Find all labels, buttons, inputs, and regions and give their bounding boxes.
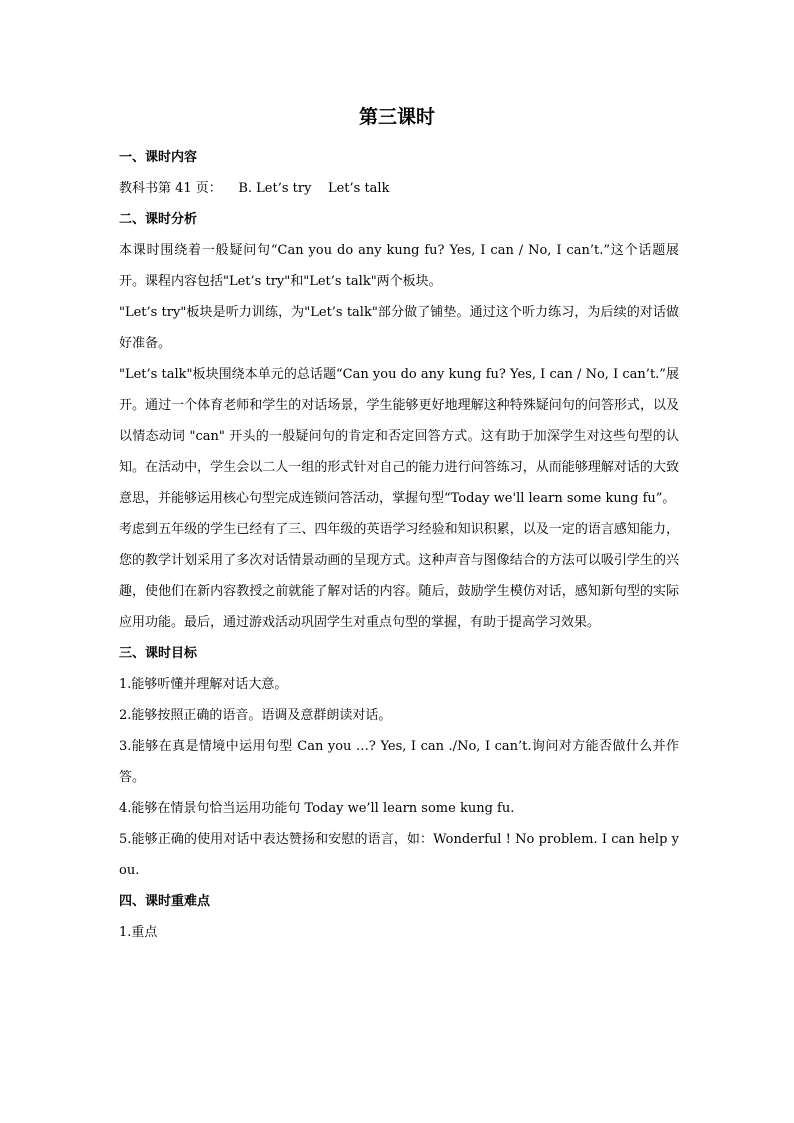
section-heading-analysis: 二、课时分析 (119, 212, 198, 227)
analysis-paragraph-1: 本课时围绕着一般疑问句“Can you do any kung fu? Yes, I can / No, I can’t.”这个话题展开。课程内容包括"Let’s try"和"Let’s talk"两个板块。 (119, 243, 679, 289)
analysis-paragraph-3: "Let’s talk"板块围绕本单元的总话题“Can you do any kung fu? Yes, I can / No, I can’t.”展开。通过一个体育老师和学生的对话场景，学生能够更好地理解这种特殊疑问句的问答形式，以及以情态动词 "can" 开头的一般疑问句的肯定和否定回答方式。这有助于加深学生对这些句型的认知。在活动中，学生会以二人一组的形式针对自己的能力进行问答练习，从而能够理解对话的大致意思，并能够运用核心句型完成连锁问答活动，掌握句型“Today we'll learn some kung fu”。 (119, 367, 679, 506)
objective-item-3: 3.能够在真是情境中运用句型 Can you …? Yes, I can ./No, I can’t.询问对方能否做什么并作答。 (119, 739, 679, 785)
section-heading-objectives: 三、课时目标 (119, 646, 198, 661)
analysis-paragraph-4: 考虑到五年级的学生已经有了三、四年级的英语学习经验和知识积累，以及一定的语言感知能力，您的教学计划采用了多次对话情景动画的呈现方式。这种声音与图像结合的方法可以吸引学生的兴趣，使他们在新内容教授之前就能了解对话的内容。随后，鼓励学生模仿对话，感知新句型的实际应用功能。最后，通过游戏活动巩固学生对重点句型的掌握，有助于提高学习效果。 (119, 522, 679, 630)
section-heading-key-points: 四、课时重难点 (119, 894, 211, 909)
objective-item-1: 1.能够听懂并理解对话大意。 (119, 677, 288, 692)
objective-item-5: 5.能够正确的使用对话中表达赞扬和安慰的语言，如：Wonderful ! No problem. I can help you. (119, 832, 679, 878)
document-body (119, 142, 679, 948)
section-heading-content: 一、课时内容 (119, 150, 198, 165)
analysis-paragraph-2: "Let’s try"板块是听力训练，为"Let’s talk"部分做了铺垫。通过这个听力练习，为后续的对话做好准备。 (119, 305, 679, 351)
objective-item-2: 2.能够按照正确的语音。语调及意群朗读对话。 (119, 708, 392, 723)
key-point-item-1: 1.重点 (119, 925, 158, 940)
page-title: 第三课时 (358, 106, 435, 128)
textbook-reference: 教科书第 41 页： B. Let’s try Let’s talk (119, 181, 390, 196)
objective-item-4: 4.能够在情景句恰当运用功能句 Today we’ll learn some kung fu. (119, 801, 515, 816)
